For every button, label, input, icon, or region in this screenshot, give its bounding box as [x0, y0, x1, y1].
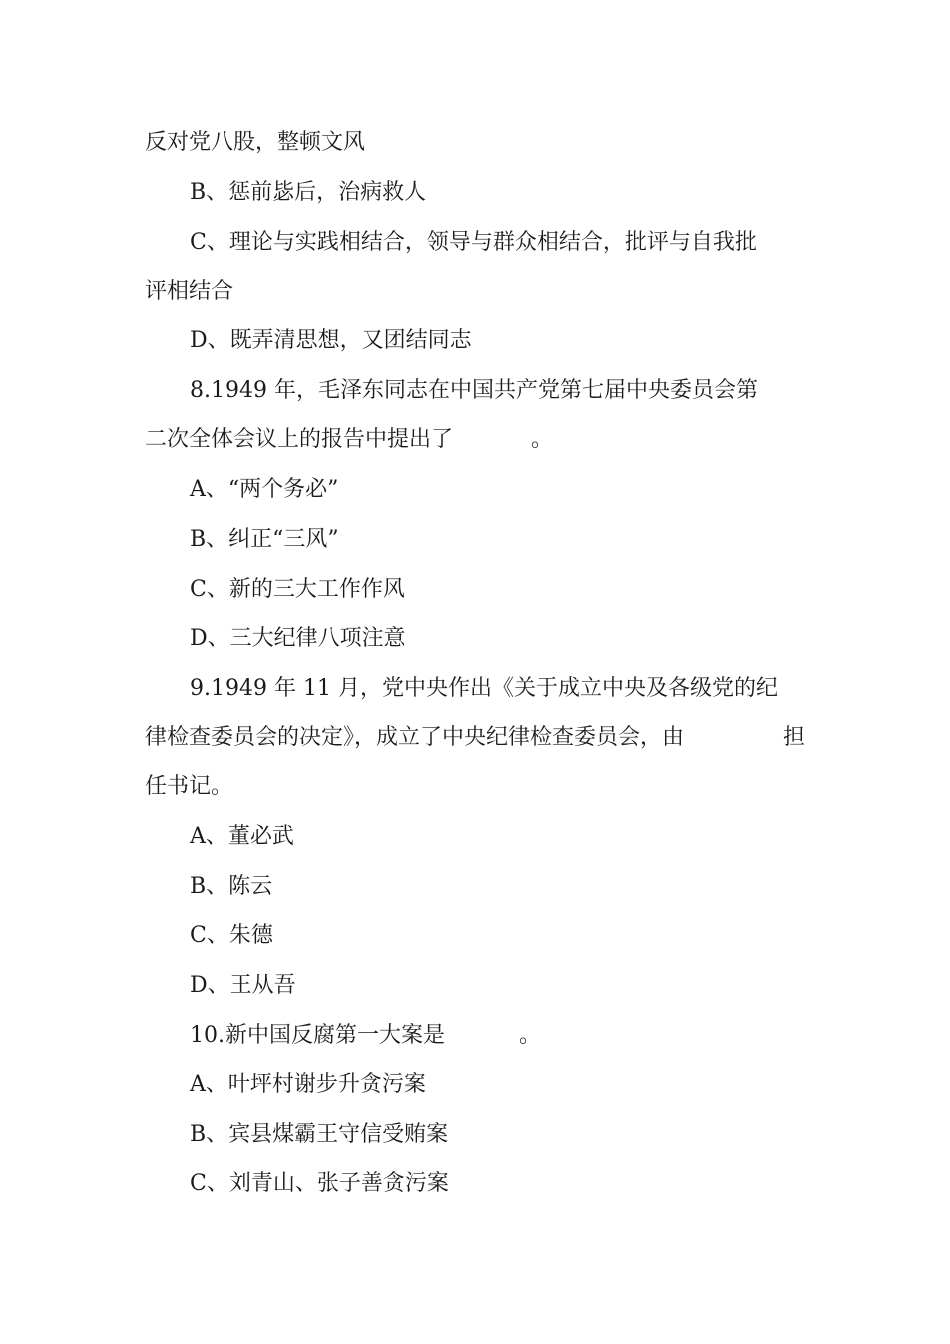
q7-option-a-continuation: 反对党八股，整顿文风 — [145, 130, 366, 155]
q8-stem-line2 — [145, 425, 805, 455]
q10-stem-text: 10.新中国反腐第一大案是 — [190, 1023, 445, 1048]
q10-stem-period: 。 — [519, 1023, 542, 1048]
q10-stem — [190, 1021, 850, 1051]
q9-option-a: A、董必武 — [190, 824, 294, 849]
q8-stem-period: 。 — [531, 427, 554, 452]
q9-stem-line2-text: 律检查委员会的决定》，成立了中央纪律检查委员会，由 — [145, 725, 685, 750]
q10-option-c: C、刘青山、张子善贪污案 — [190, 1171, 449, 1196]
q7-option-d: D、既弄清思想，又团结同志 — [190, 328, 472, 353]
q9-stem-line2-tail: 担 — [782, 725, 805, 750]
q8-stem-text: 二次全体会议上的报告中提出了 — [145, 427, 454, 452]
q8-option-c: C、新的三大工作作风 — [190, 577, 405, 602]
q10-option-a: A、叶坪村谢步升贪污案 — [190, 1072, 426, 1097]
q8-option-b: B、纠正“三风” — [190, 527, 339, 552]
q9-option-b: B、陈云 — [190, 874, 273, 899]
q9-stem-line3: 任书记。 — [145, 774, 234, 799]
q9-stem-line2 — [145, 723, 805, 753]
q7-option-b: B、惩前毖后，治病救人 — [190, 180, 427, 205]
q7-option-c-line1: C、理论与实践相结合，领导与群众相结合，批评与自我批 — [190, 230, 757, 255]
q8-option-d: D、三大纪律八项注意 — [190, 626, 406, 651]
q9-option-d: D、王从吾 — [190, 973, 296, 998]
q9-stem-line1: 9.1949 年 11 月，党中央作出《关于成立中央及各级党的纪 — [190, 676, 778, 701]
q10-option-b: B、宾县煤霸王守信受贿案 — [190, 1122, 449, 1147]
q7-option-c-line2: 评相结合 — [145, 279, 234, 304]
q8-option-a: A、“两个务必” — [190, 477, 339, 502]
q8-stem-line1: 8.1949 年，毛泽东同志在中国共产党第七届中央委员会第 — [190, 378, 758, 403]
q9-option-c: C、朱德 — [190, 923, 273, 948]
